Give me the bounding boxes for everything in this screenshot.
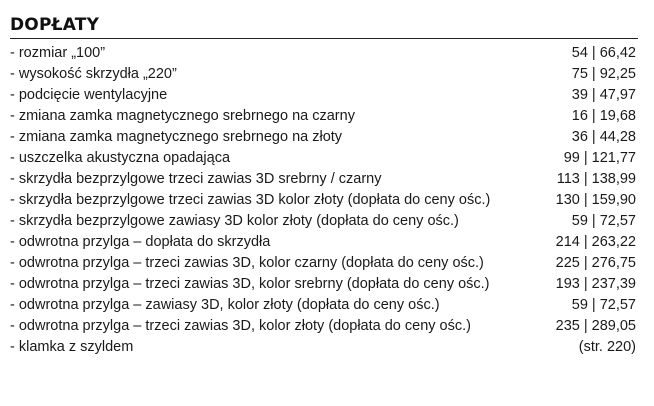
item-price: 59 | 72,57	[571, 213, 636, 229]
item-label: - skrzydła bezprzylgowe trzeci zawias 3D srebrny / czarny	[10, 171, 382, 187]
title-divider	[10, 38, 638, 39]
item-label: - odwrotna przylga – dopłata do skrzydła	[10, 234, 271, 250]
list-item	[10, 106, 638, 127]
item-label: - podcięcie wentylacyjne	[10, 87, 168, 103]
item-price: 59 | 72,57	[571, 297, 636, 313]
item-label: - skrzydła bezprzylgowe zawiasy 3D kolor złoty (dopłata do ceny ośc.)	[10, 213, 459, 229]
item-price: 39 | 47,97	[571, 87, 636, 103]
item-label: - wysokość skrzydła „220”	[10, 66, 177, 82]
surcharges-section	[10, 12, 638, 358]
list-item	[10, 295, 638, 316]
list-item	[10, 127, 638, 148]
item-price: 214 | 263,22	[555, 234, 636, 250]
item-price: 75 | 92,25	[571, 66, 636, 82]
item-price: 130 | 159,90	[555, 192, 636, 208]
item-price: 36 | 44,28	[571, 129, 636, 145]
item-label: - skrzydła bezprzylgowe trzeci zawias 3D kolor złoty (dopłata do ceny ośc.)	[10, 192, 491, 208]
item-price: 113 | 138,99	[556, 171, 636, 187]
list-item	[10, 274, 638, 295]
list-item	[10, 64, 638, 85]
item-price: 16 | 19,68	[571, 108, 636, 124]
item-label: - odwrotna przylga – trzeci zawias 3D, kolor złoty (dopłata do ceny ośc.)	[10, 318, 471, 334]
list-item	[10, 337, 638, 358]
item-price: 193 | 237,39	[555, 276, 636, 292]
list-item	[10, 148, 638, 169]
list-item	[10, 316, 638, 337]
list-item	[10, 190, 638, 211]
item-price: 235 | 289,05	[555, 318, 636, 334]
item-label: - odwrotna przylga – zawiasy 3D, kolor złoty (dopłata do ceny ośc.)	[10, 297, 440, 313]
item-label: - klamka z szyldem	[10, 339, 134, 355]
item-label: - zmiana zamka magnetycznego srebrnego na złoty	[10, 129, 343, 145]
section-title: DOPŁATY	[10, 15, 100, 35]
list-item	[10, 85, 638, 106]
item-label: - odwrotna przylga – trzeci zawias 3D, kolor czarny (dopłata do ceny ośc.)	[10, 255, 484, 271]
item-price: 54 | 66,42	[571, 45, 636, 61]
list-item	[10, 169, 638, 190]
item-price: 225 | 276,75	[555, 255, 636, 271]
list-item	[10, 232, 638, 253]
item-label: - odwrotna przylga – trzeci zawias 3D, kolor srebrny (dopłata do ceny ośc.)	[10, 276, 490, 292]
item-label: - zmiana zamka magnetycznego srebrnego na czarny	[10, 108, 355, 124]
list-item	[10, 43, 638, 64]
list-item	[10, 253, 638, 274]
item-price: 99 | 121,77	[563, 150, 636, 166]
item-price: (str. 220)	[578, 339, 636, 355]
item-label: - uszczelka akustyczna opadająca	[10, 150, 231, 166]
list-item	[10, 211, 638, 232]
surcharge-list	[10, 43, 638, 358]
item-label: - rozmiar „100”	[10, 45, 106, 61]
